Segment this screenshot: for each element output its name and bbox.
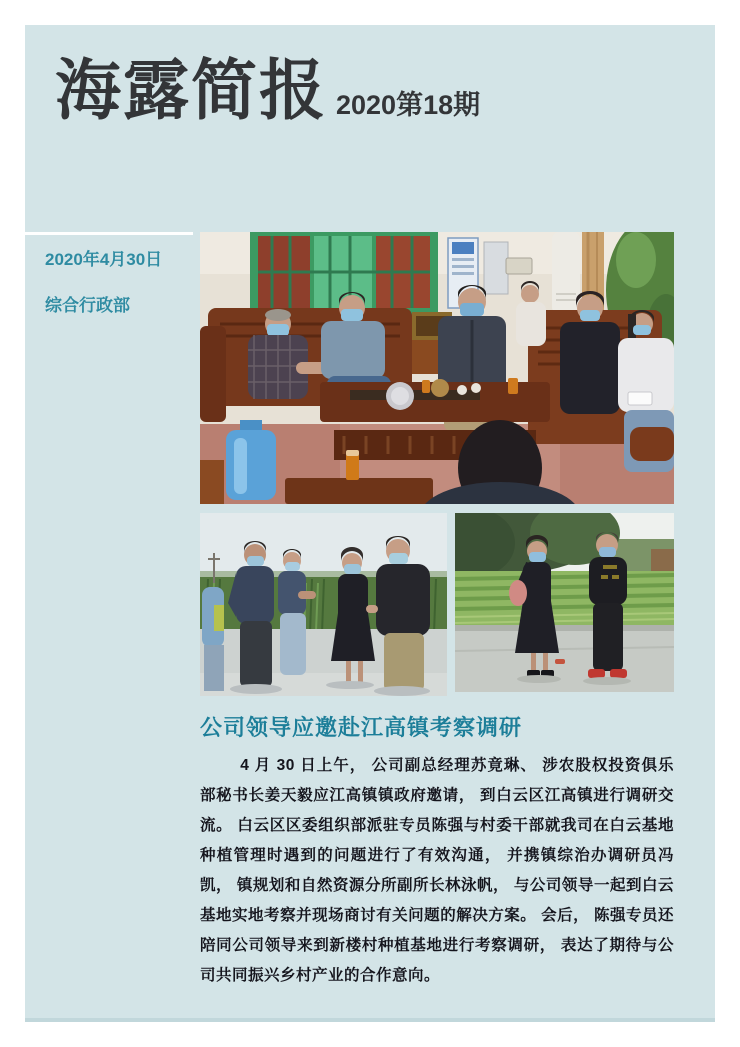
field-inspection-photo [455, 513, 674, 692]
department-name: 综合行政部 [45, 296, 130, 315]
publication-meta [45, 245, 162, 337]
divider-line [25, 232, 193, 235]
publish-date: 2020年4月30日 [45, 250, 163, 269]
outdoor-discussion-illustration [200, 513, 447, 696]
article-heading: 公司领导应邀赴江高镇考察调研 [200, 715, 523, 740]
article-body: 4 月 30 日上午， 公司副总经理苏竟琳、 涉农股权投资俱乐部秘书长姜天毅应江高镇镇政府邀请， 到白云区江高镇进行调研交流。 白云区区委组织部派驻专员陈强与村委干部就我司在白云基地种植管理时遇到的问题进行了有效沟通， 并携镇综治办调研员冯凯， 镇规划和自然资源分所副所长林泳帆， 与公司领导一起到白云基地实地考察并现场商讨有关问题的解决方案。 会后， 陈强专员还陪同公司领导来到新楼村种植基地进行考察调研， 表达了期待与公司共同振兴乡村产业的合作意向。 [200, 757, 674, 984]
meeting-photo-illustration [200, 232, 674, 504]
meeting-photo [200, 232, 674, 504]
issue-number: 2020第18期 [336, 90, 481, 120]
newsletter-title: 海露简报 [55, 53, 327, 127]
outdoor-discussion-photo [200, 513, 447, 696]
field-inspection-illustration [455, 513, 674, 692]
content-panel [25, 25, 715, 1022]
